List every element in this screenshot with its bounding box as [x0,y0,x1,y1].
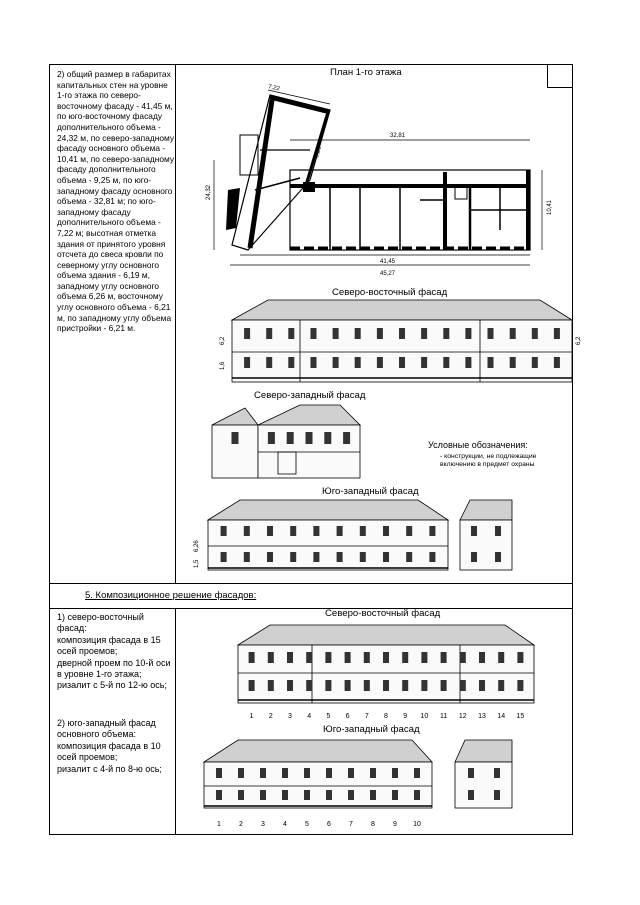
window [414,790,420,800]
facade-ne-1-plinth: 1,6 [220,361,226,370]
facade-ne-1-height-right: 6,2 [576,336,582,345]
facade-axis-label: 1 [249,713,254,720]
facade-axis-label: 6 [327,821,331,828]
legend-title: Условные обозначения: [428,440,528,450]
plan-dim-41-45: 41,45 [380,259,396,265]
facade-axis-label: 9 [403,713,408,720]
window [282,768,288,778]
facade-axis-label: 9 [393,821,397,828]
facade-axis-label: 3 [288,713,292,720]
window [370,768,376,778]
facade-axis-label: 8 [384,713,388,720]
window [468,768,474,778]
window [238,768,244,778]
section5-item2: 2) юго-западный фасад основного объема: композиция фасада в 10 осей проемов; ризалит с 4-й по 8-ю ось; [57,718,162,774]
window [370,790,376,800]
section4-text: 2) общий размер в габаритах капитальных стен на уровне 1-го этажа по северо-восточному фасаду - 41,45 м, по юго-восточному фасаду дополнительного объема - 24,32 м, по северо-западному фасаду основного объема - 10,41 м, по северо-западному фасаду дополнительного объема - 9,25 м, по юго-западному фасаду основного объема - 32,81 м; по юго-западному фасаду дополнительного объема - 7,22 м; высотная отметка здания от принятого уровня отсчета до свеса кровли по северному углу основного объема здания - 6,19 м, западному углу основного объема 6,26 м, восточному углу основного объема - 6,21 м, по западному углу объема пристройки - 6,21 м. [57,69,175,334]
facade-axis-label: 7 [364,713,369,720]
legend-text: - конструкции, не подлежащие включению в предмет охраны [440,453,537,468]
plan-dim-7-22: 7,22 [267,84,281,93]
facade-axis-label: 15 [516,713,525,720]
window [238,790,244,800]
plan-dim-45-27: 45,27 [380,271,396,277]
facade-axis-label: 6 [345,713,350,720]
facade-axis-label: 10 [413,821,421,828]
facade-ne-1-height: 6,2 [220,336,226,345]
window [216,790,222,800]
facade-sw-1-height: 6,26 [194,540,200,552]
window [304,790,310,800]
plan-dim-9-25: 9,25 [314,145,323,159]
window [326,790,332,800]
facade-sw-1-title: Юго-западный фасад [322,486,419,497]
window [392,768,398,778]
facade-ne-2-title: Северо-восточный фасад [325,608,441,619]
facade-axis-label: 5 [305,821,309,828]
plan-dim-10-41: 10,41 [547,199,553,215]
facade-axis-label: 11 [439,713,448,720]
window [348,768,354,778]
facade-axis-label: 5 [326,713,331,720]
window [282,790,288,800]
facade-nw-title: Северо-западный фасад [254,390,366,401]
window [304,768,310,778]
facade-sw-1-plinth: 1,5 [194,559,200,568]
window [494,790,500,800]
facade-axis-label: 4 [283,821,287,828]
section5-heading: 5. Композиционное решение фасадов: [85,590,257,601]
facade-axis-label: 10 [420,713,429,720]
plan-dim-32-81: 32,81 [390,133,406,139]
facade-sw-2-title: Юго-западный фасад [323,724,420,735]
facade-axis-label: 2 [239,821,243,828]
window [260,790,266,800]
plan-title: План 1-го этажа [330,67,402,78]
window [468,790,474,800]
window [326,768,332,778]
facade-axis-label: 2 [268,713,273,720]
plan-dim-24-32: 24,32 [206,184,212,200]
window [348,790,354,800]
window [260,768,266,778]
facade-axis-label: 4 [307,713,312,720]
facade-axis-label: 12 [458,713,467,720]
facade-axis-label: 7 [349,821,353,828]
facade-axis-label: 3 [261,821,265,828]
facade-axis-label: 1 [217,821,221,828]
section5-item1: 1) северо-восточный фасад: композиция фасада в 15 осей проемов; дверной проем по 10-й оси в уровне 1-го этажа; ризалит с 5-й по 12-ю ось; [57,612,171,691]
window [392,790,398,800]
facade-ne-1-title: Северо-восточный фасад [332,287,448,298]
window [216,768,222,778]
facade-axis-label: 8 [371,821,375,828]
window [414,768,420,778]
window [494,768,500,778]
facade-axis-label: 14 [497,713,506,720]
facade-axis-label: 13 [478,713,486,720]
